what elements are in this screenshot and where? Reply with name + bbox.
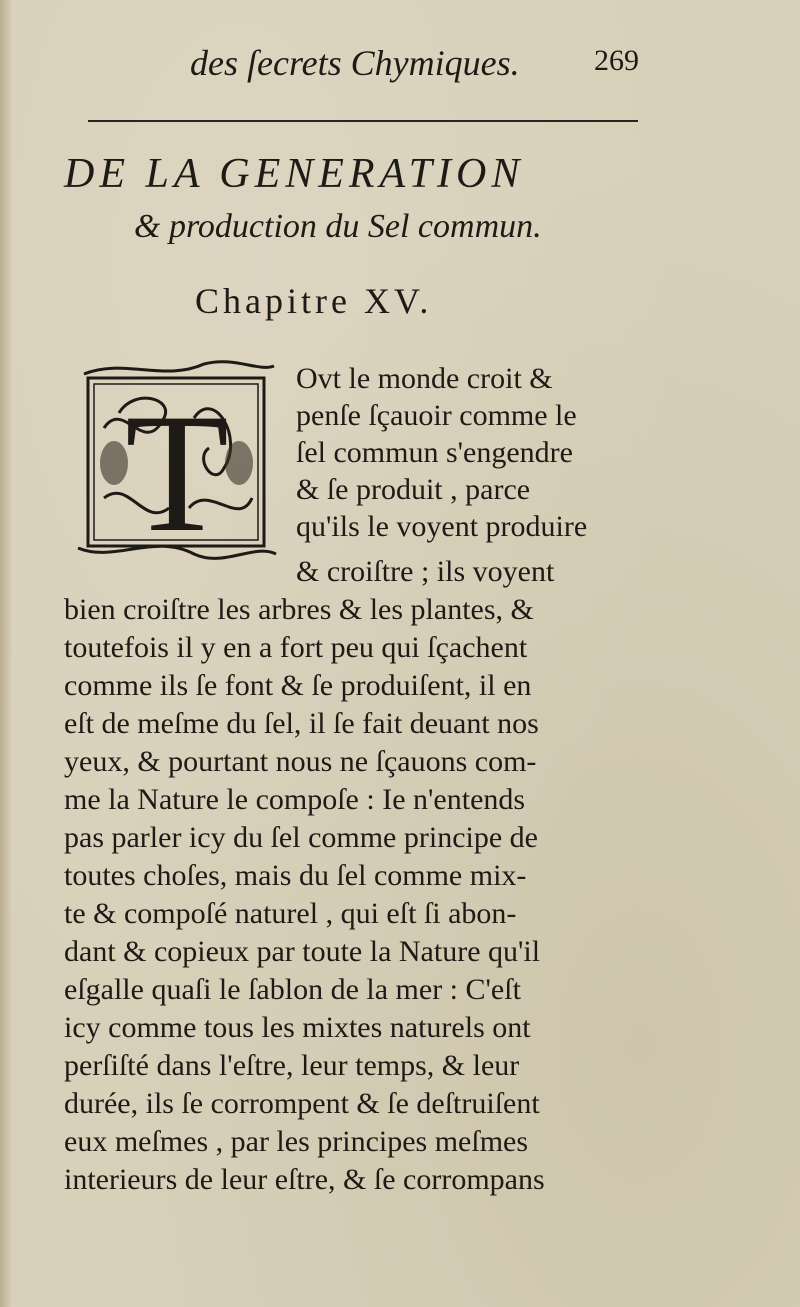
body-line: & ſe produit , parce [296,473,531,506]
body-line: eſt de meſme du ſel, il ſe fait deuant nos [64,707,539,740]
body-line: yeux, & pourtant nous ne ſçauons com- [64,745,537,778]
header-rule [88,120,638,122]
drop-cap-letter: T [125,379,229,567]
ornamental-drop-cap-icon [74,358,280,570]
page-number: 269 [594,44,639,77]
body-line: eux meſmes , par les principes meſmes [64,1125,529,1158]
body-line: me la Nature le compoſe : Ie n'entends [64,783,526,816]
body-line: toutes choſes, mais du ſel comme mix- [64,859,527,892]
body-line: qu'ils le voyent produire [296,510,588,543]
chapter-number: Chapitre XV. [195,281,433,321]
page-binding-edge [0,0,12,1307]
body-line: toutefois il y en a fort peu qui ſçachent [64,631,528,664]
body-line: ſel commun s'engendre [296,436,573,469]
body-line: Ovt le monde croit & [296,362,553,395]
running-head [0,42,800,92]
body-line: eſgalle quaſi le ſablon de la mer : C'eſt [64,973,521,1006]
body-line: dant & copieux par toute la Nature qu'il [64,935,541,968]
body-line: perſiſté dans l'eſtre, leur temps, & leur [64,1049,520,1082]
running-head-title: des ſecrets Chymiques. [190,43,520,83]
body-line: interieurs de leur eſtre, & ſe corrompans [64,1163,545,1196]
body-line: te & compoſé naturel , qui eſt ſi abon- [64,897,517,930]
body-line: bien croiſtre les arbres & les plantes, & [64,593,534,626]
body-line: comme ils ſe font & ſe produiſent, il en [64,669,532,702]
chapter-heading: DE LA GENERATION [64,151,525,197]
body-line: icy comme tous les mixtes naturels ont [64,1011,531,1044]
chapter-subheading: & production du Sel commun. [134,208,542,245]
body-line: penſe ſçauoir comme le [296,399,577,432]
body-line: durée, ils ſe corrompent & ſe deſtruiſent [64,1087,540,1120]
body-line: pas parler icy du ſel comme principe de [64,821,538,854]
body-line: & croiſtre ; ils voyent [296,555,555,588]
